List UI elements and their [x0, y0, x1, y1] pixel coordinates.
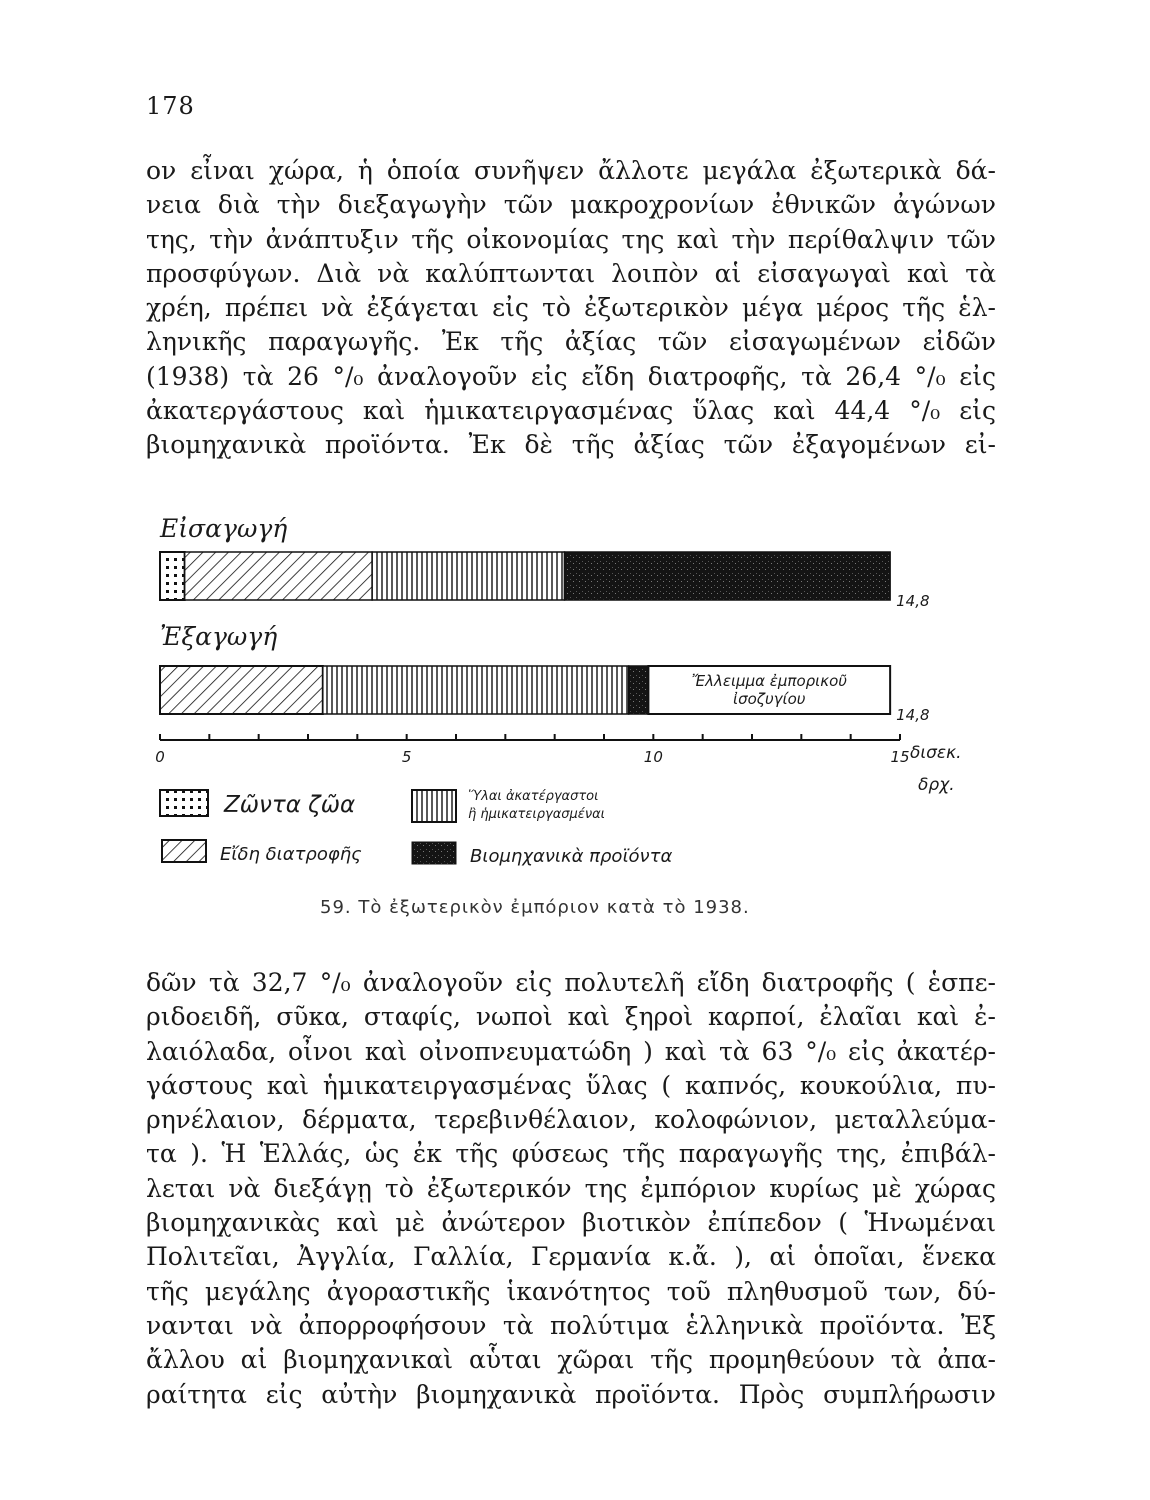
text-line: ραίτητα εἰς αὐτὴν βιομηχανικὰ προϊόντα. Πρὸς συμπλήρωσιν	[146, 1379, 996, 1409]
legend-industrial-label: Βιομηχανικὰ προϊόντα	[470, 846, 673, 867]
import-food-bar	[185, 552, 372, 600]
text-line: λεται νὰ διεξάγῃ τὸ ἐξωτερικόν της ἐμπόριον κυρίως μὲ χώρας	[146, 1173, 996, 1203]
text-line: ἀκατεργάστους καὶ ἡμικατειργασμένας ὕλας καὶ 44,4 °/₀ εἰς	[146, 396, 996, 426]
export-raw-materials-bar	[323, 666, 629, 714]
paragraph-2	[146, 966, 996, 1412]
paragraph-1	[146, 154, 996, 463]
figure-caption: 59. Τὸ ἐξωτερικὸν ἐμπόριον κατὰ τὸ 1938.	[320, 897, 750, 918]
import-title: Εἰσαγωγή	[160, 514, 288, 543]
import-live-animals-bar	[160, 552, 185, 600]
text-line: χρέη, πρέπει νὰ ἐξάγεται εἰς τὸ ἐξωτερικὸν μέγα μέρος τῆς ἑλ-	[146, 293, 996, 323]
text-line: τῆς μεγάλης ἀγοραστικῆς ἱκανότητος τοῦ πληθυσμοῦ των, δύ-	[146, 1276, 996, 1306]
text-line: δῶν τὰ 32,7 °/₀ ἀναλογοῦν εἰς πολυτελῆ εἴδη διατροφῆς ( ἑσπε-	[146, 968, 996, 997]
text-line: ριδοειδῆ, σῦκα, σταφίς, νωποὶ καὶ ξηροὶ καρποί, ἐλαῖαι καὶ ἐ-	[146, 1002, 996, 1032]
text-line: Πολιτεῖαι, Ἀγγλία, Γαλλία, Γερμανία κ.ἄ. ), αἱ ὁποῖαι, ἕνεκα	[146, 1242, 996, 1272]
legend-live-animals-swatch	[160, 790, 208, 816]
page-number: 178	[146, 92, 195, 120]
text-line: βιομηχανικὰ προϊόντα. Ἐκ δὲ τῆς ἀξίας τῶν ἐξαγομένων εἰ-	[146, 430, 996, 460]
text-line: ληνικῆς παραγωγῆς. Ἐκ τῆς ἀξίας τῶν εἰσαγωμένων εἰδῶν	[146, 327, 996, 357]
text-line: προσφύγων. Διὰ νὰ καλύπτωνται λοιπὸν αἱ εἰσαγωγαὶ καὶ τὰ	[146, 258, 996, 288]
import-raw-materials-bar	[372, 552, 564, 600]
legend-live-animals-label: Ζῶντα ζῶα	[224, 792, 356, 818]
legend-raw-materials-label-2: ἢ ἡμικατειργασμέναι	[468, 807, 606, 822]
import-industrial-bar	[565, 552, 891, 600]
import-total-label: 14,8	[896, 592, 930, 610]
export-title: Ἐξαγωγή	[160, 622, 278, 651]
text-line: ρηνέλαιον, δέρματα, τερεβινθέλαιον, κολοφώνιον, μεταλλεύμα-	[146, 1105, 996, 1135]
trade-chart-svg	[140, 500, 1000, 920]
legend-food-label: Εἴδη διατροφῆς	[220, 844, 362, 865]
text-line: νεια διὰ τὴν διεξαγωγὴν τῶν μακροχρονίων ἐθνικῶν ἀγώνων	[146, 190, 996, 220]
x-tick-label-5: 5	[401, 748, 412, 766]
deficit-label-line1: Ἔλλειμμα ἐμπορικοῦ	[691, 672, 847, 690]
legend-food-swatch	[162, 840, 206, 862]
export-total-label: 14,8	[896, 706, 930, 724]
text-line: της, τὴν ἀνάπτυξιν τῆς οἰκονομίας της καὶ τὴν περίθαλψιν τῶν	[146, 224, 996, 254]
legend-industrial-swatch	[412, 842, 456, 864]
text-line: τα ). Ἡ Ἑλλάς, ὡς ἐκ τῆς φύσεως τῆς παραγωγῆς της, ἐπιβάλ-	[146, 1139, 996, 1169]
deficit-label-line2: ἰσοζυγίου	[733, 690, 806, 708]
text-line: ον εἶναι χώρα, ἡ ὁποία συνῆψεν ἄλλοτε μεγάλα ἐξωτερικὰ δά-	[146, 156, 996, 185]
text-line: (1938) τὰ 26 °/₀ ἀναλογοῦν εἰς εἴδη διατροφῆς, τὰ 26,4 °/₀ εἰς	[146, 361, 996, 391]
axis-unit-label-2: δρχ.	[918, 775, 955, 795]
legend-raw-materials-swatch	[412, 790, 456, 822]
text-line: γάστους καὶ ἡμικατειργασμένας ὕλας ( καπνός, κουκούλια, πυ-	[146, 1070, 996, 1100]
export-food-bar	[160, 666, 323, 714]
x-tick-label-15: 15	[890, 748, 910, 766]
x-tick-label-0: 0	[155, 748, 165, 766]
text-line: ἄλλου αἱ βιομηχανικαὶ αὗται χῶραι τῆς προμηθεύουν τὰ ἀπα-	[146, 1345, 996, 1375]
legend-raw-materials-label-1: Ὕλαι ἀκατέργαστοι	[468, 789, 599, 804]
text-line: βιομηχανικὰς καὶ μὲ ἀνώτερον βιοτικὸν ἐπίπεδον ( Ἡνωμέναι	[146, 1208, 996, 1238]
text-line: λαιόλαδα, οἶνοι καὶ οἰνοπνευματώδη ) καὶ τὰ 63 °/₀ εἰς ἀκατέρ-	[146, 1036, 996, 1066]
text-line: νανται νὰ ἀπορροφήσουν τὰ πολύτιμα ἑλληνικὰ προϊόντα. Ἐξ	[146, 1310, 996, 1340]
export-industrial-bar	[629, 666, 649, 714]
trade-chart	[140, 500, 1000, 920]
x-tick-label-10: 10	[643, 748, 663, 766]
axis-unit-label: δισεκ.	[910, 743, 962, 763]
